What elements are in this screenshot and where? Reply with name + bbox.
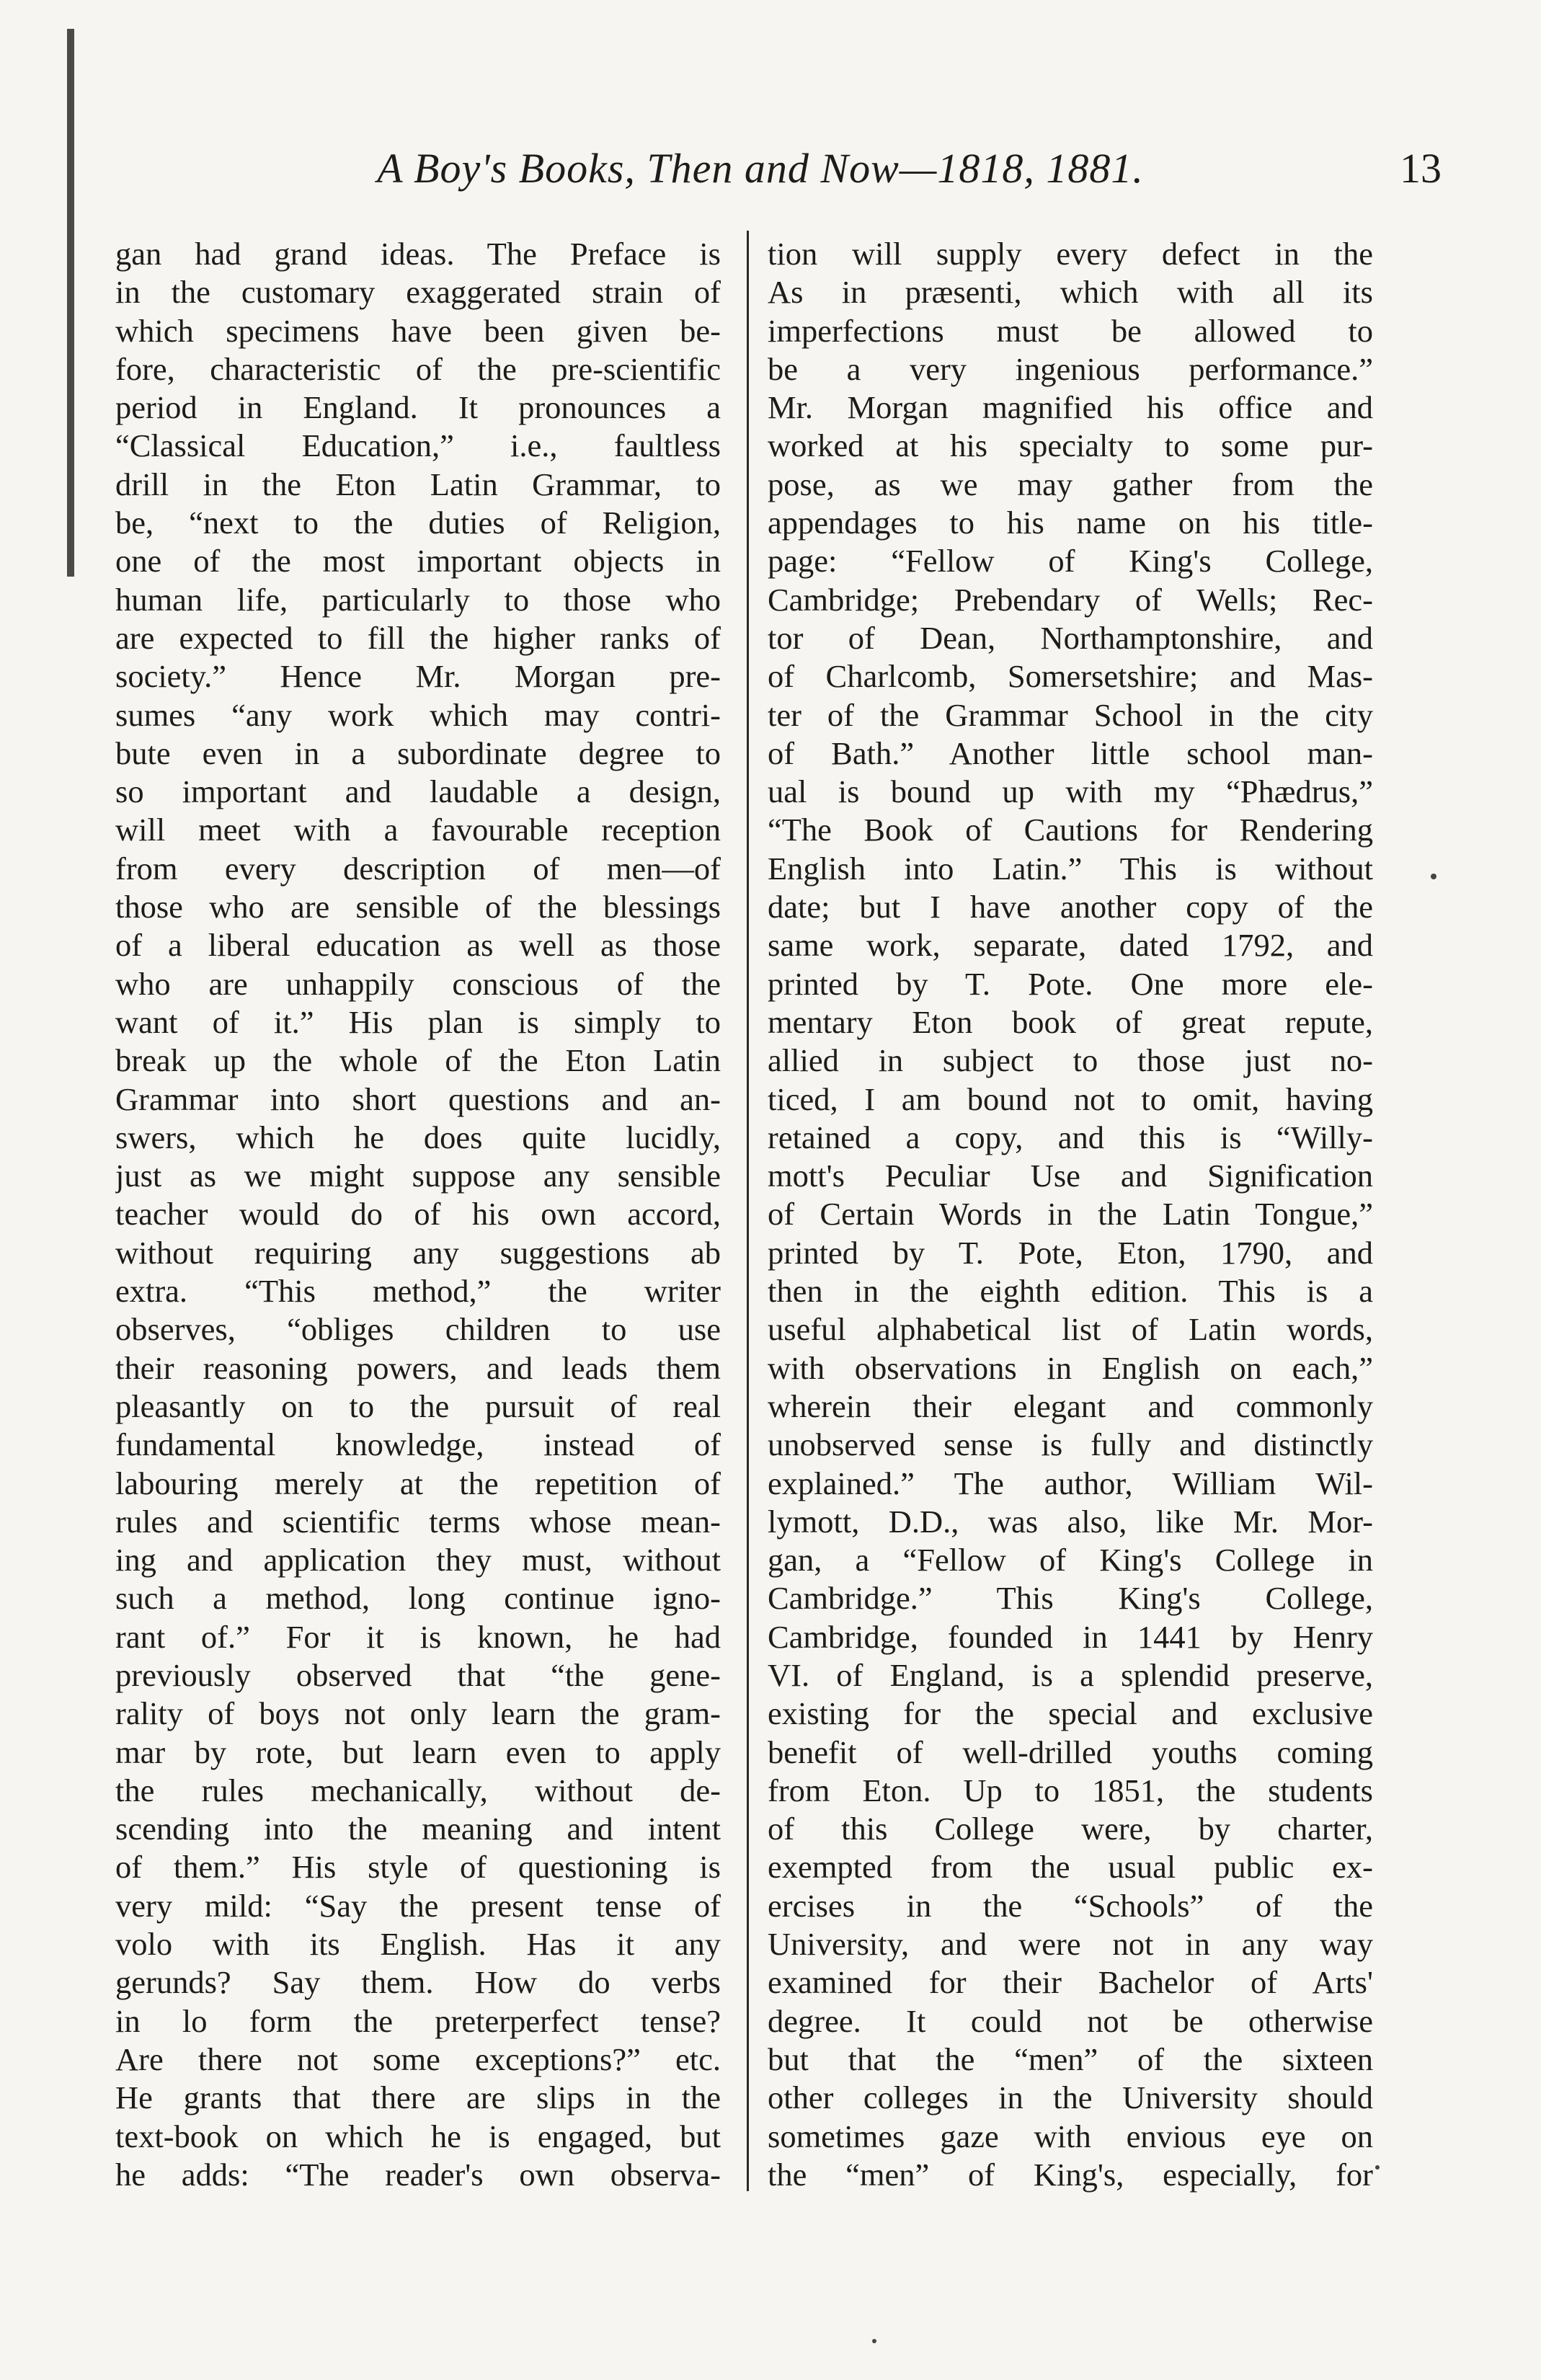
- text-line: existing for the special and exclusive: [768, 1695, 1373, 1732]
- text-line: useful alphabetical list of Latin words,: [768, 1311, 1373, 1348]
- text-line: Cambridge.” This King's College,: [768, 1580, 1373, 1617]
- text-line: one of the most important objects in: [115, 543, 721, 580]
- text-line: of a liberal education as well as those: [115, 927, 721, 964]
- text-line: human life, particularly to those who: [115, 581, 721, 618]
- text-line: He grants that there are slips in the: [115, 2079, 721, 2116]
- text-line: break up the whole of the Eton Latin: [115, 1042, 721, 1079]
- text-line: sumes “any work which may contri-: [115, 696, 721, 733]
- text-line: those who are sensible of the blessings: [115, 889, 721, 925]
- text-line: degree. It could not be otherwise: [768, 2002, 1373, 2039]
- text-line: page: “Fellow of King's College,: [768, 543, 1373, 580]
- text-line: lymott, D.D., was also, like Mr. Mor-: [768, 1503, 1373, 1540]
- text-line: gerunds? Say them. How do verbs: [115, 1964, 721, 2001]
- text-line: without requiring any suggestions ab: [115, 1234, 721, 1271]
- running-head: [0, 144, 1541, 209]
- text-line: Cambridge; Prebendary of Wells; Rec-: [768, 581, 1373, 618]
- text-line: society.” Hence Mr. Morgan pre-: [115, 658, 721, 695]
- text-line: As in præsenti, which with all its: [768, 274, 1373, 311]
- text-line: English into Latin.” This is without: [768, 850, 1373, 887]
- text-line: want of it.” His plan is simply to: [115, 1003, 721, 1040]
- text-line: fore, characteristic of the pre-scientific: [115, 350, 721, 387]
- text-line: of Certain Words in the Latin Tongue,”: [768, 1196, 1373, 1233]
- text-line: “Classical Education,” i.e., faultless: [115, 427, 721, 464]
- text-line: Cambridge, founded in 1441 by Henry: [768, 1618, 1373, 1655]
- text-line: observes, “obliges children to use: [115, 1311, 721, 1348]
- text-line: drill in the Eton Latin Grammar, to: [115, 466, 721, 502]
- column-divider: [747, 231, 749, 2191]
- text-line: “The Book of Cautions for Rendering: [768, 812, 1373, 848]
- text-line: text-book on which he is engaged, but: [115, 2118, 721, 2154]
- text-line: he adds: “The reader's own observa-: [115, 2156, 721, 2193]
- text-line: explained.” The author, William Wil-: [768, 1465, 1373, 1501]
- text-line: ter of the Grammar School in the city: [768, 696, 1373, 733]
- text-line: rality of boys not only learn the gram-: [115, 1695, 721, 1732]
- text-line: tor of Dean, Northamptonshire, and: [768, 619, 1373, 656]
- text-line: benefit of well-drilled youths coming: [768, 1733, 1373, 1770]
- text-line: swers, which he does quite lucidly,: [115, 1119, 721, 1155]
- text-line: previously observed that “the gene-: [115, 1656, 721, 1693]
- text-line: are expected to fill the higher ranks of: [115, 619, 721, 656]
- text-line: pose, as we may gather from the: [768, 466, 1373, 502]
- text-line: mott's Peculiar Use and Signification: [768, 1158, 1373, 1194]
- text-line: sometimes gaze with envious eye on: [768, 2118, 1373, 2154]
- text-line: examined for their Bachelor of Arts': [768, 1964, 1373, 2001]
- text-line: Are there not some exceptions?” etc.: [115, 2041, 721, 2077]
- text-line: mentary Eton book of great repute,: [768, 1003, 1373, 1040]
- text-line: be a very ingenious performance.”: [768, 350, 1373, 387]
- text-line: of Charlcomb, Somersetshire; and Mas-: [768, 658, 1373, 695]
- text-line: their reasoning powers, and leads them: [115, 1349, 721, 1386]
- text-line: of them.” His style of questioning is: [115, 1849, 721, 1886]
- text-line: in the customary exaggerated strain of: [115, 274, 721, 311]
- text-line: teacher would do of his own accord,: [115, 1196, 721, 1233]
- text-line: imperfections must be allowed to: [768, 312, 1373, 349]
- text-line: gan, a “Fellow of King's College in: [768, 1542, 1373, 1578]
- text-line: scending into the meaning and intent: [115, 1811, 721, 1847]
- text-line: fundamental knowledge, instead of: [115, 1426, 721, 1463]
- text-line: appendages to his name on his title-: [768, 505, 1373, 541]
- text-line: ual is bound up with my “Phædrus,”: [768, 773, 1373, 810]
- text-line: be, “next to the duties of Religion,: [115, 505, 721, 541]
- text-line: rant of.” For it is known, he had: [115, 1618, 721, 1655]
- text-line: which specimens have been given be-: [115, 312, 721, 349]
- text-line: extra. “This method,” the writer: [115, 1273, 721, 1310]
- text-line: period in England. It pronounces a: [115, 389, 721, 426]
- text-line: but that the “men” of the sixteen: [768, 2041, 1373, 2077]
- text-line: gan had grand ideas. The Preface is: [115, 236, 721, 272]
- text-line: ticed, I am bound not to omit, having: [768, 1080, 1373, 1117]
- page-number: 13: [1400, 145, 1442, 192]
- text-line: worked at his specialty to some pur-: [768, 427, 1373, 464]
- text-line: from every description of men—of: [115, 850, 721, 887]
- text-line: just as we might suppose any sensible: [115, 1158, 721, 1194]
- text-line: the “men” of King's, especially, for: [768, 2156, 1373, 2193]
- text-line: unobserved sense is fully and distinctly: [768, 1426, 1373, 1463]
- left-text-column: [115, 235, 721, 2194]
- text-line: will meet with a favourable reception: [115, 812, 721, 848]
- text-line: mar by rote, but learn even to apply: [115, 1733, 721, 1770]
- text-line: Mr. Morgan magnified his office and: [768, 389, 1373, 426]
- text-line: of Bath.” Another little school man-: [768, 734, 1373, 771]
- text-line: University, and were not in any way: [768, 1926, 1373, 1963]
- text-line: Grammar into short questions and an-: [115, 1080, 721, 1117]
- text-line: who are unhappily conscious of the: [115, 965, 721, 1002]
- text-line: labouring merely at the repetition of: [115, 1465, 721, 1501]
- text-line: very mild: “Say the present tense of: [115, 1887, 721, 1924]
- running-title: A Boy's Books, Then and Now—1818, 1881.: [377, 145, 1144, 192]
- text-line: tion will supply every defect in the: [768, 236, 1373, 272]
- print-speck: [1431, 874, 1436, 879]
- text-line: other colleges in the University should: [768, 2079, 1373, 2116]
- print-speck: [1375, 2165, 1380, 2170]
- text-line: allied in subject to those just no-: [768, 1042, 1373, 1079]
- text-line: in lo form the preterperfect tense?: [115, 2002, 721, 2039]
- text-line: VI. of England, is a splendid preserve,: [768, 1656, 1373, 1693]
- text-line: such a method, long continue igno-: [115, 1580, 721, 1617]
- right-text-column: [768, 235, 1373, 2194]
- text-line: ercises in the “Schools” of the: [768, 1887, 1373, 1924]
- text-line: bute even in a subordinate degree to: [115, 734, 721, 771]
- text-line: so important and laudable a design,: [115, 773, 721, 810]
- text-line: printed by T. Pote. One more ele-: [768, 965, 1373, 1002]
- text-line: same work, separate, dated 1792, and: [768, 927, 1373, 964]
- text-line: exempted from the usual public ex-: [768, 1849, 1373, 1886]
- text-line: the rules mechanically, without de-: [115, 1772, 721, 1808]
- text-line: retained a copy, and this is “Willy-: [768, 1119, 1373, 1155]
- text-line: volo with its English. Has it any: [115, 1926, 721, 1963]
- text-line: date; but I have another copy of the: [768, 889, 1373, 925]
- text-line: printed by T. Pote, Eton, 1790, and: [768, 1234, 1373, 1271]
- binding-edge-mark: [67, 29, 74, 577]
- text-line: pleasantly on to the pursuit of real: [115, 1387, 721, 1424]
- text-line: from Eton. Up to 1851, the students: [768, 1772, 1373, 1808]
- text-line: then in the eighth edition. This is a: [768, 1273, 1373, 1310]
- text-line: rules and scientific terms whose mean-: [115, 1503, 721, 1540]
- text-line: with observations in English on each,”: [768, 1349, 1373, 1386]
- print-speck: [872, 2339, 876, 2343]
- text-line: ing and application they must, without: [115, 1542, 721, 1578]
- text-line: of this College were, by charter,: [768, 1811, 1373, 1847]
- text-line: wherein their elegant and commonly: [768, 1387, 1373, 1424]
